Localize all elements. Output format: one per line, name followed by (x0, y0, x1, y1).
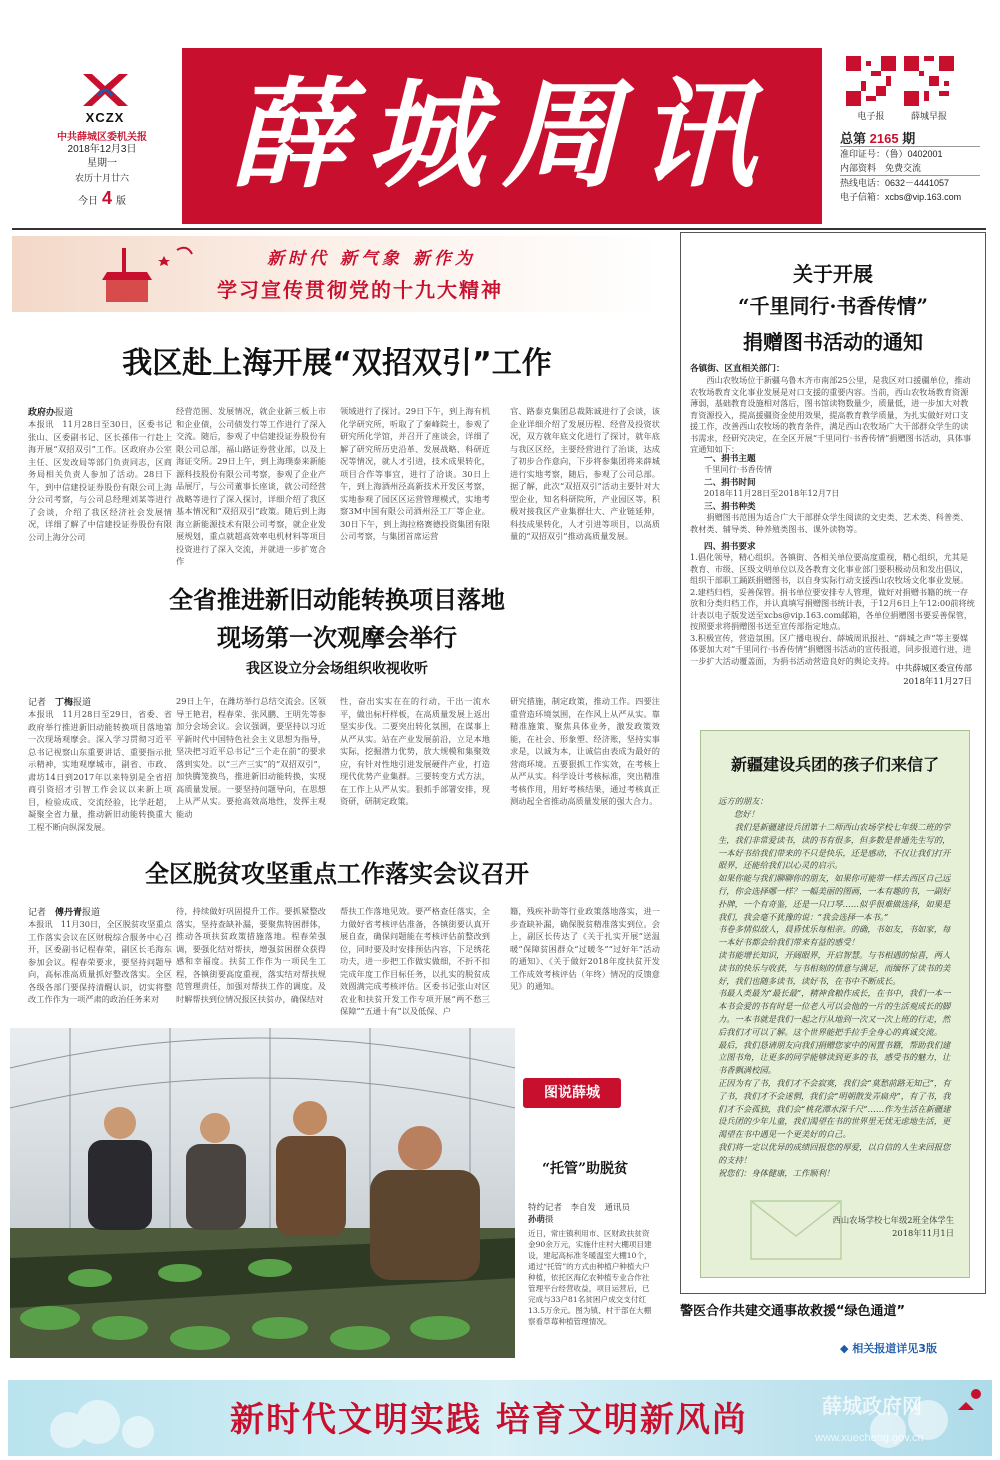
paper-info (28, 128, 176, 209)
byline-name: 丁梅 (55, 697, 74, 707)
byline-name: 傅丹青 (55, 907, 83, 917)
internal-note: 内部资料 免费交流 (840, 163, 922, 173)
paper-organization: 中共薛城区委机关报 (57, 132, 147, 143)
photo-section-tag: 图说薛城 (523, 1078, 621, 1108)
issue-date: 2018年12月3日 (67, 144, 137, 155)
notice-section-2-head: 二、捐书时间 (704, 478, 756, 488)
article3-col-2: 待，持续做好巩固提升工作。要抓紧整改落实，坚持查缺补漏，要聚焦特困群体，推动各项扶贫政策措施落地。程春荣强调，要强化结对帮扶，增强贫困群众获得感和幸福度。扶贫工作作为一项民生工程，各镇街要高度重视，落实结对帮扶规范管理责任，加强对帮扶工作的调度。及时解帮扶到位情况报区扶贫办，确保结对 (176, 906, 326, 1004)
today-prefix: 今日 (77, 196, 98, 207)
article3-byline (28, 905, 100, 918)
notice-section-3-body: 捐赠图书范围为适合广大干部群众学生阅读的文史类、艺术类、科普类、教材类、辅导类、种养殖类图书、课外读物等。 (690, 512, 969, 534)
article1-col-3: 领域进行了探讨。29日下午，到上海有机化学研究所，听取了了秦峰院士，参观了研究所化学馆，并召开了座谈会，详细了解了研究所历史沿革、发展战略、科研近况等情况，就人才引进，技术成果转化，项目合作等事宜，进行了洽谈。30日上午，到上海酒州泾高新技术开发区考察，实地参观了园区区运营管理模式，实地考察3M中国有限公司酒州泾工厂等企业。30日下午，到上海拉格赛德投资集团有限公司考察，与集团首席运营 (340, 406, 490, 541)
qr2-label: 薛城早报 (910, 111, 947, 121)
total-label: 总第 (840, 131, 867, 146)
article1-col-2: 经营范围、发展情况，就企业新三板上市和企业债，公司债发行等工作进行了深入交流。随后，参观了中信建投证券股份有限公司总部，福山路证券营业部，以及上海证交所。29日上午，到上海璞泰来新能源科技股份有限公司考察，参观了企业产品展厅，与公司董事长座谈，就公司经营战略等进行了深入探讨，详细介绍了我区基本情况和“双招双引”政策。随后到上海海立新能源技术有限公司考察，就企业发展规划，重点就超高效率电机材料等项目投资进行了深入交流，并就进一步扩宽合作 (176, 406, 326, 566)
today-pages (28, 188, 176, 209)
total-issue (840, 132, 980, 146)
greenhouse-farmers-image (10, 1028, 515, 1358)
theme-slogan: 新时代 新气象 新作为 (267, 249, 476, 269)
today-suffix: 版 (116, 196, 126, 207)
qr-code-morning-paper-icon[interactable] (904, 56, 954, 106)
photo-credit-suffix: 摄 (545, 1215, 554, 1225)
notice-section-1-body: 千里同行·书香传情 (704, 464, 773, 474)
permit-number: 准印证号：（鲁）0402001 (840, 149, 943, 159)
photo-credit (528, 1202, 658, 1226)
watermark-url: www.xuecheng.gov.cn (815, 1432, 924, 1444)
total-number: 2165 (869, 131, 899, 146)
masthead-rule (12, 228, 986, 230)
qr-code-epaper-icon[interactable] (846, 56, 896, 106)
notice-intro: 西山农牧场位于新疆乌鲁木齐市南部25公里，是我区对口援疆单位，推动农牧场教育文化事业发展是对口支援的重要内容。当前，西山农牧场教育资源薄弱，基础教育设施相对落后，图书馆读物数量少，质量低，进一步加大对教育资源投入，提高援疆资金使用效果，提高教育教学质量，为扎实做好对口支援工作，改善西山农牧场的教育条件，满足西山农牧场广大干部群众学生的读书需求，经研究决定，在全区开展“千里同行·书香传情”捐赠图书活动，具体事宜通知如下： (690, 375, 972, 454)
newspaper-logo (60, 70, 150, 130)
notice-section-1-head: 一、捐书主题 (704, 454, 756, 464)
byline-source: 政府办 (28, 407, 56, 417)
article3-col-1: 本报讯 11月30日，全区脱贫攻坚重点工作落实会议在区财税综合服务中心召开，区委副书记程春荣，副区长毛海东参加会议。程春荣要求，要坚持问题导向，高标准高质量抓好整改落实。全区各级各部门要保持清醒认识，切实将整改工作作为一项严肃的政治任务来对 (28, 919, 172, 1004)
total-suffix: 期 (902, 131, 916, 146)
byline-suffix: 报道 (55, 407, 74, 417)
article1-headline[interactable]: 我区赴上海开展“双招双引”工作 (122, 346, 552, 381)
notice-title-line2[interactable]: “千里同行·书香传情” (738, 294, 928, 318)
notice-salutation: 各镇街、区直相关部门： (690, 364, 785, 374)
article2-headline-line1[interactable]: 全省推进新旧动能转换项目落地 (169, 586, 505, 614)
news-photo[interactable] (10, 1028, 515, 1358)
notice-section-4-head: 四、捐书要求 (704, 542, 756, 552)
article2-byline (28, 695, 91, 708)
watermark: 薛城政府网 (822, 1396, 922, 1418)
article1-col-4: 官、路泰克集团总裁陈诚进行了会谈，该企业详细介绍了发展历程、经营及投资状况，双方就年底文化进行了探讨，就年底与我区区经，主要经营进行了治谈，达成了初步合作意向，下步将参集团将来薛城进行实地考察，随后，参观了公司总部。据了解，此次“双招双引”活动主要针对大型企业，知名科研院所，产业园区等，积极对接我区产业集群壮大、产业链延伸，科技成果转化，人才引进等项目，以高质量的“双招双引”推动高质量发展。 (510, 406, 660, 541)
letter-body: 我们是新疆建设兵团第十二师西山农场学校七年级二班的学生，我们非常爱读书，读的书有很多，但多数是普通先生写的，一本好书给我们带来的不只是快乐，还是感动，不仅让我们打开眼界，还能给我们以心灵的启示。 如果你能与我们聊聊你的朋友，如果你可能带一样去西区自己远行，你会选择哪一样？一幅美丽的图画，一本有趣的书，一副好扑牌，一个有奇鉴，还是一只口琴……似乎很难做选择，如果是我们，我会毫不犹豫的说：“我会选择一本书。” 书卷多情似故人，晨昏忧乐每相亲。的确，书如友，书如家，每一本好书都会给我们带来有益的感受！ 读书能增长知识，开阔眼界，开启智慧。与书相遇的惊喜，两人读书的快乐与收获，与书相刻的情意与满足，而缅怀了读书的美好，我们也随多读书，读好书，在书中不断成长。 书最人类最为“最长最”，精神食粮作成长，在书中，我们一本一本书会爱的书有时是一位老人可以会他的一片的生活观成长的脚力。一本书就是我们一起之行从地到一次又一次上班的行走，然后我们才可以了解。这个世界能把手拉手全身心的真诚交流。 最后，我们恳请朋友向我们捐赠您家中的闲置书籍，帮助我们建立图书角，让更多的同学能够读到更多的书，感受书的魅力，让书香飘满校园。 正因为有了书，我们才不会寂寞，我们会“莫愁前路无知己”，有了书，我们才不会迷惘，我们会“明朝散发弄扁舟”，有了书，我们才不会孤独，我们会“桃花潭水深千尺”……作为生活在新疆建设兵团的少年儿童，我们渴望在书的世界里无忧无虑地生活，更渴望在书中遇见一个更美好的自己。 我们将一定以优异的成绩回报您的厚爱，以自信的人生来回报您的支持！ 祝您们：身体健康，工作顺利！ (718, 822, 951, 1178)
article3-headline[interactable]: 全区脱贫攻坚重点工作落实会议召开 (145, 860, 529, 888)
theme-main: 学习宣传贯彻党的十九大精神 (217, 278, 503, 302)
letter-title[interactable]: 新疆建设兵团的孩子们来信了 (730, 755, 939, 774)
email: 电子信箱：xcbs@vip.163.com (840, 192, 962, 202)
letter-hello: 您好！ (734, 809, 759, 819)
hotline: 热线电话：0632－4441057 (840, 178, 950, 188)
byline-prefix: 记者 (28, 697, 47, 707)
notice-section-3-head: 三、捐书种类 (704, 502, 756, 512)
byline-prefix: 记者 (28, 907, 47, 917)
letter-date: 2018年11月1日 (892, 1228, 954, 1238)
qr1-label: 电子报 (857, 111, 885, 121)
article2-subhead: 我区设立分会场组织收视收听 (246, 661, 428, 677)
notice-section-2-body: 2018年11月28日至2018年12月7日 (704, 488, 840, 498)
notice-title-line3[interactable]: 捐赠图书活动的通知 (743, 330, 923, 354)
footer-slogan: 新时代文明实践 培育文明新风尚 (230, 1400, 748, 1440)
article2-col-2: 29日上午，在潍坊举行总结交流会。区领导王艳君，程春荣、张风鹏、王明先等参加分会场会议。会议强调，要坚持以习近平新时代中国特色社会主义思想为指导，坚决把习近平总书记“三个走在前”的要求落到实处。以“三产三实”的“双招双引”，加快腾笼换鸟，推进新旧动能转换，实现高质量发展。一要坚持问题导向，在思想上从严从实。要抢高效高地性，发挥主观能动 (176, 696, 326, 819)
masthead-title (182, 48, 822, 224)
article3-col-4: 籍，残疾补助等行业政策落地落实，进一步查缺补漏，确保脱贫精准落实到位。会上，副区长传达了《关于扎实开展“送温暖”保障贫困群众“过暖冬”“过好年”活动的通知》、《关于做好2018年度扶贫开发工作成效考核评估（年终）情况的反馈意见》的通知。 (510, 906, 660, 991)
article2-headline-line2[interactable]: 现场第一次观摩会举行 (217, 624, 457, 652)
paper-title: 薛城周讯 (229, 65, 775, 204)
article2-col-1: 本报讯 11月28日至29日，省委、省政府举行推进新旧动能转换项目落地第一次现场观摩会。深入学习贯彻习近平总书记视察山东重要讲话、重要指示批示精神，实地观摩城市，副省、市政、肃坊14日到2017年以来特别是全省招商引资招才引智工作会议以来新上项目，检验成成、交流经验，比学赶超，凝聚全省力量，推动新旧动能转换重大工程不断向纵深发展。 (28, 709, 172, 832)
letter-greeting: 远方的朋友： (718, 796, 768, 806)
notice-signer: 中共薛城区委宣传部 (895, 664, 972, 674)
theme-banner (12, 236, 660, 312)
issue-info (840, 132, 980, 204)
notice-title-line1[interactable]: 关于开展 (793, 262, 873, 286)
article2-col-4: 研究措施，制定政策，推动工作。四要注重营造环境氛围，在作风上从严从实。靠精准施策、聚焦具体业务，激发政策效能，在社会、形象塑、经济账，坚持实事求是，以诚为本，让诚信由表成为最好的营商环境。五要狠抓工作实效，在考核上从严从实。科学设计考核标准，突出精准考核作用，用好考核结果，通过考核真正测动起全省推动高质量发展的强大合力。 (510, 696, 660, 806)
article2-col-3: 性，奋出实实在在的行动，干出一流水平，做出标杆样板，在高质量发展上返出坚实步伐。二要突出转化氛围，在谋事上从严从实。站在产业发展前沿，立足本地实际，挖掘潜力优势，放大规模和集聚效应，有针对性地引进发展硬件产业，打造现代优势产业集群。三要转变方式方法，在工作上从严从实。狠抓手部署安排，现资研，研制定政策。 (340, 696, 490, 806)
tiananmen-icon (92, 240, 202, 310)
logo-code: XCZX (85, 110, 125, 125)
article3-col-3: 帮扶工作落地见效。要严格查任落实，全力做好省考核评估准备，各镇街要认真开展自查，确保问题能在考核评估前整改到位，同时要及时安排预估内容，下足绣花功夫，进一步把工作做实做细，不折不扣完成年度工作目标任务，以扎实的脱贫成效圆满完成考核评估。区委书记张山对区农业和扶贫开发工作专项开展“两不愁三保障”“五通十有”以及低保、户 (340, 906, 490, 1016)
photo-caption: 近日，常庄镇利用市、区财政扶贫资金90余万元，实施什庄村大棚项目建设，建起高标准冬暖温室大棚10个，通过“托管”的方式由种植户种植大户种植，依托区海亿农种植专业合作社管理平台经营收益，项目运营后，已完成与33户81名贫困户成交支付红13.5万余元。图为镇、村干部在大棚察看草莓种植管理情况。 (528, 1229, 652, 1326)
title-calligraphy (182, 48, 822, 224)
photo-title: “托管”助脱贫 (541, 1161, 629, 1177)
lunar-date: 农历十月廿六 (74, 173, 129, 183)
photo-credit-line1: 特约记者 李自发 通讯员 (528, 1203, 631, 1213)
article1-col-1: 本报讯 11月28日至30日，区委书记张山、区委副书记、区长孫伟一行赴上海开展“双招双引”工作。区政府办公室主任、区发改局等部门负责同志，区商务局相关负责人参加了活动。28日下午，到中信建投证券股份有限公司上海分公司考察，与公司总经理刘某等进行了会谈，介绍了我区经济社会发展情况，详细了解了中信建投证券股份有限公司上海分公司 (28, 419, 172, 542)
letter-signer: 西山农场学校七年级2班全体学生 (832, 1215, 954, 1225)
notice-sign-date: 2018年11月27日 (903, 677, 972, 687)
related-page-link[interactable]: ◆ 相关报道详见3版 (840, 1342, 937, 1355)
related-headline[interactable]: 警医合作共建交通事故救援“绿色通道” (680, 1304, 906, 1319)
notice-section-4-body: 1.倡化领导，精心组织。各镇街、各相关单位要高度重视，精心组织，尤其是教育、市级、区级文明单位以及各教育文化事业部门要积极动员和发出倡议，组织干部职工踊跃捐赠图书，以自身实际行动支援西山农牧场文化事业发展。 2.建档归档，妥善保管。捐书单位要安排专人管理，做好对捐赠书籍的统一存放和分类归档工作，并认真填写捐赠图书统计表，于12月6日上午12:00前将统计表以电子版发送至xcbs@vip.163.com邮箱，各单位捐赠图书要妥善保管，按照要求将捐赠图书送至宣传部指定地点。 3.积极宣传，营造氛围。区广播电视台、薛城周讯报社、“薛城之声”等主要媒体要加大对“千里同行·书香传情”捐赠图书活动的宣传报道，同步报道行进，进一步扩大活动覆盖面，为捐书活动营造良好的舆论支持。 (690, 552, 975, 666)
xczx-logo-icon (78, 70, 133, 110)
photo-credit-name: 孙萌 (528, 1215, 546, 1225)
article1-byline (28, 405, 73, 418)
issue-weekday: 星期一 (87, 158, 117, 169)
today-page-count: 4 (101, 188, 112, 208)
byline-suffix: 报道 (73, 697, 92, 707)
byline-suffix: 报道 (82, 907, 101, 917)
